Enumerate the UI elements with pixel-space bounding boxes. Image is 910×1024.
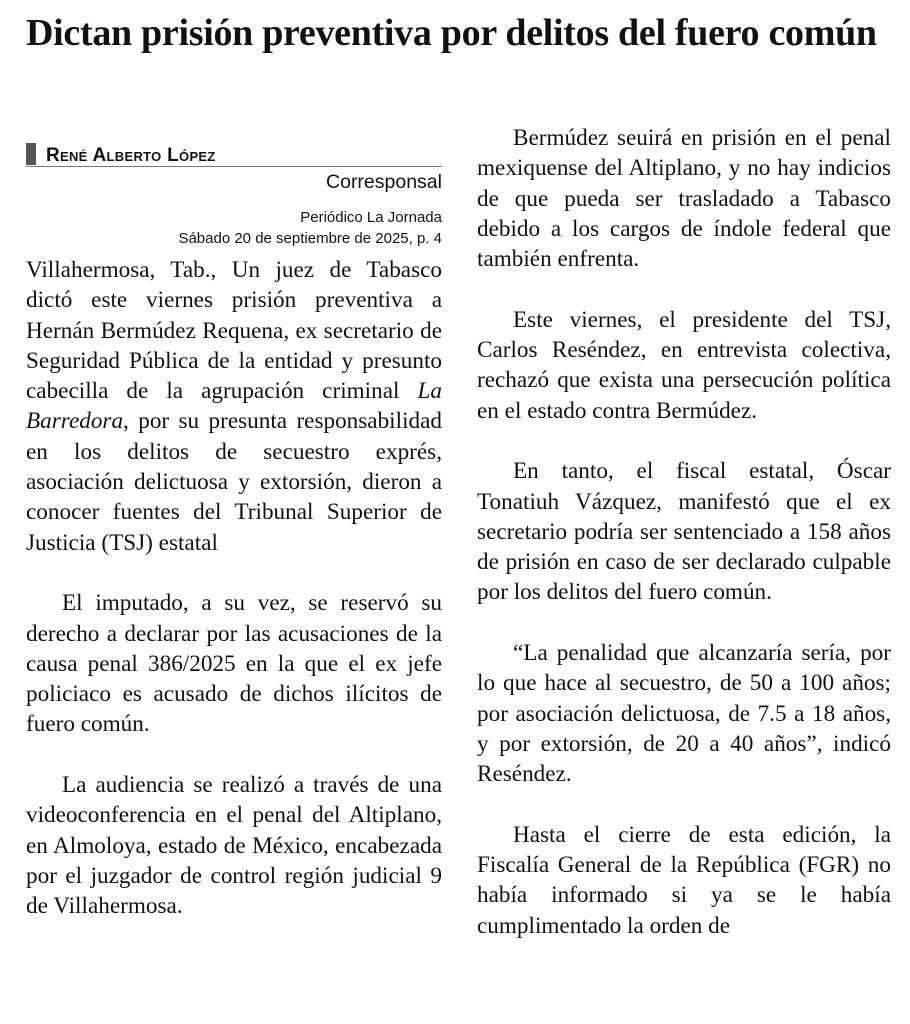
organization-name: La Barredora xyxy=(26,378,442,435)
paragraph-8: Hasta el cierre de esta edición, la Fiscalía General de la República (FGR) no había informado si ya se le había cumplimentado la orden de xyxy=(477,821,891,939)
paragraph-6: En tanto, el fiscal estatal, Óscar Tonatiuh Vázquez, manifestó que el ex secretario podría ser sentenciado a 158 años de prisión en caso de ser declarado culpable por los delitos del fuero común. xyxy=(477,458,891,606)
article-headline: Dictan prisión preventiva por delitos del fuero común xyxy=(26,12,877,54)
paragraph-5: Este viernes, el presidente del TSJ, Carlos Reséndez, en entrevista colectiva, rechazó que exista una persecución política en el estado contra Bermúdez. xyxy=(477,306,891,424)
dateline: Sábado 20 de septiembre de 2025, p. 4 xyxy=(178,230,442,247)
article-column-left xyxy=(26,138,442,952)
publication-name: Periódico La Jornada xyxy=(300,209,442,226)
paragraph-1-start: Villahermosa, Tab., Un juez de Tabasco dictó este viernes prisión preventiva a Hernán Bermúdez Requena, ex secretario de Seguridad Pública de la entidad y presunto cabecilla de la agrupación criminal xyxy=(26,257,442,405)
author-role: Corresponsal xyxy=(326,171,442,193)
paragraph-2: El imputado, a su vez, se reservó su derecho a declarar por las acusaciones de la causa penal 386/2025 en la que el ex jefe policiaco es acusado de dichos ilícitos de fuero común. xyxy=(26,590,442,738)
paragraph-1 xyxy=(26,255,442,558)
source-info xyxy=(26,207,442,249)
paragraph-4: Bermúdez seuirá en prisión en el penal mexiquense del Altiplano, y no hay indicios de que pueda ser trasladado a Tabasco debido a los cargos de índole federal que también enfrenta. xyxy=(477,125,891,273)
paragraph-3: La audiencia se realizó a través de una videoconferencia en el penal del Altiplano, en Almoloya, estado de México, encabezada por el juzgador de control región judicial 9 de Villahermosa. xyxy=(26,772,442,920)
author-name: René Alberto López xyxy=(46,145,216,166)
article-column-right xyxy=(477,123,891,971)
byline-bar xyxy=(26,143,36,165)
paragraph-7: “La penalidad que alcanzaría sería, por lo que hace al secuestro, de 50 a 100 años; por asociación delictuosa, de 7.5 a 18 años, y por extorsión, de 20 a 40 años”, indicó Reséndez. xyxy=(477,640,891,788)
byline xyxy=(26,138,442,167)
paragraph-1-end: , por su presunta responsabilidad en los delitos de secuestro exprés, asociación delictuosa y extorsión, dieron a conocer fuentes del Tribunal Superior de Justicia (TSJ) estatal xyxy=(26,408,442,556)
